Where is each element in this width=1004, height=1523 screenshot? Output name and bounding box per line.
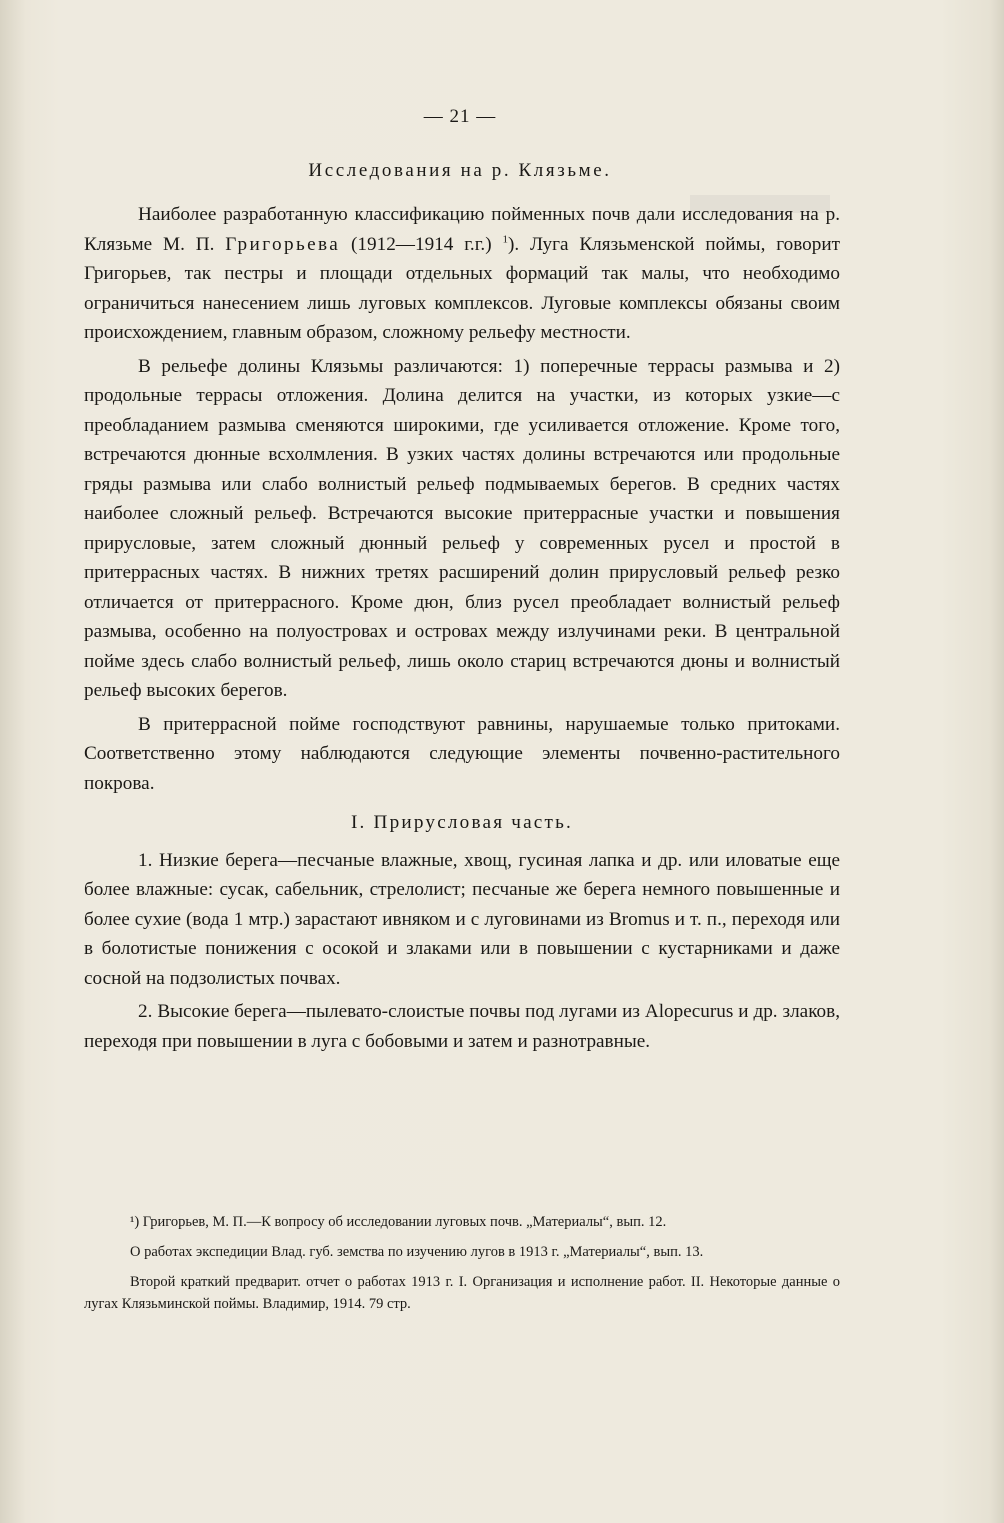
author-name: Григорьева bbox=[225, 233, 341, 255]
footnote-marker: 1 bbox=[502, 233, 508, 246]
footnote-2: О работах экспедиции Влад. губ. земства по изучению лугов в 1913 г. „Материалы“, вып. 13. bbox=[130, 1244, 704, 1260]
footnotes bbox=[84, 1211, 840, 1323]
section-title: Исследования на р. Клязьме. bbox=[308, 160, 612, 181]
page-number: — 21 — bbox=[423, 106, 497, 127]
list-item-1: 1. Низкие берега—песчаные влажные, хвощ, гусиная лапка и др. или иловатые еще более влажные: сусак, сабельник, стрелолист; песчаные же берега немного повышенные и более сухие (вода 1 мтр.) зарастают ивняком и с луговинами из Bromus и т. п., переходя или в болотистые понижения с осокой и злаками или в повышении с кустарниками и даже сосной на подзолистых почвах. bbox=[84, 849, 840, 989]
paragraph-1-years: (1912—1914 г.г.) bbox=[340, 233, 503, 255]
paragraph-2: В рельефе долины Клязьмы различаются: 1) поперечные террасы размыва и 2) продольные террасы отложения. Долина делится на участки, из которых узкие—с преобладанием размыва сменяются широкими, где усиливается отложение. Кроме того, встречаются дюнные всхолмления. В узких частях долины встречаются или продольные гряды размыва или слабо волнистый рельеф подмываемых берегов. В средних частях наиболее сложный рельеф. Встречаются высокие притеррасные участки и повышения прирусловые, затем сложный дюнный рельеф у современных русел и простой в притеррасных частях. В нижних третях расширений долин прирусловый рельеф резко отличается от притеррасного. Кроме дюн, близ русел преобладает волнистый рельеф размыва, особенно на полуостровах и островах между излучинами реки. В центральной пойме здесь слабо волнистый рельеф, лишь около стариц встречаются дюны и волнистый рельеф высоких берегов. bbox=[84, 355, 840, 701]
paragraph-1-rest: ). Луга Клязьменской поймы, говорит Григорьев, так пестры и площади отдельных формаций так малы, что необходимо ограничиться нанесением лишь луговых комплексов. Луговые комплексы обязаны своим происхождением, главным образом, сложному рельефу местности. bbox=[84, 233, 840, 343]
main-text bbox=[84, 200, 840, 1056]
paragraph-1 bbox=[84, 200, 840, 348]
footnote-3: Второй краткий предварит. отчет о работах 1913 г. I. Организация и исполнение работ. II. Некоторые данные о лугах Клязьминской поймы. Владимир, 1914. 79 стр. bbox=[84, 1274, 840, 1312]
subsection-heading: I. Прирусловая часть. bbox=[350, 812, 574, 833]
footnote-1: ¹) Григорьев, М. П.—К вопросу об исследовании луговых почв. „Материалы“, вып. 12. bbox=[130, 1214, 667, 1230]
paragraph-3: В притеррасной пойме господствуют равнины, нарушаемые только притоками. Соответственно этому наблюдаются следующие элементы почвенно-растительного покрова. bbox=[84, 713, 840, 794]
paragraph-1-intro: Наиболее разработанную классификацию пойменных почв дали исследования на р. Клязьме М. П. bbox=[84, 204, 840, 255]
list-item-2: 2. Высокие берега—пылевато-слоистые почвы под лугами из Alopecurus и др. злаков, переходя при повышении в луга с бобовыми и затем и разнотравные. bbox=[84, 1001, 840, 1052]
